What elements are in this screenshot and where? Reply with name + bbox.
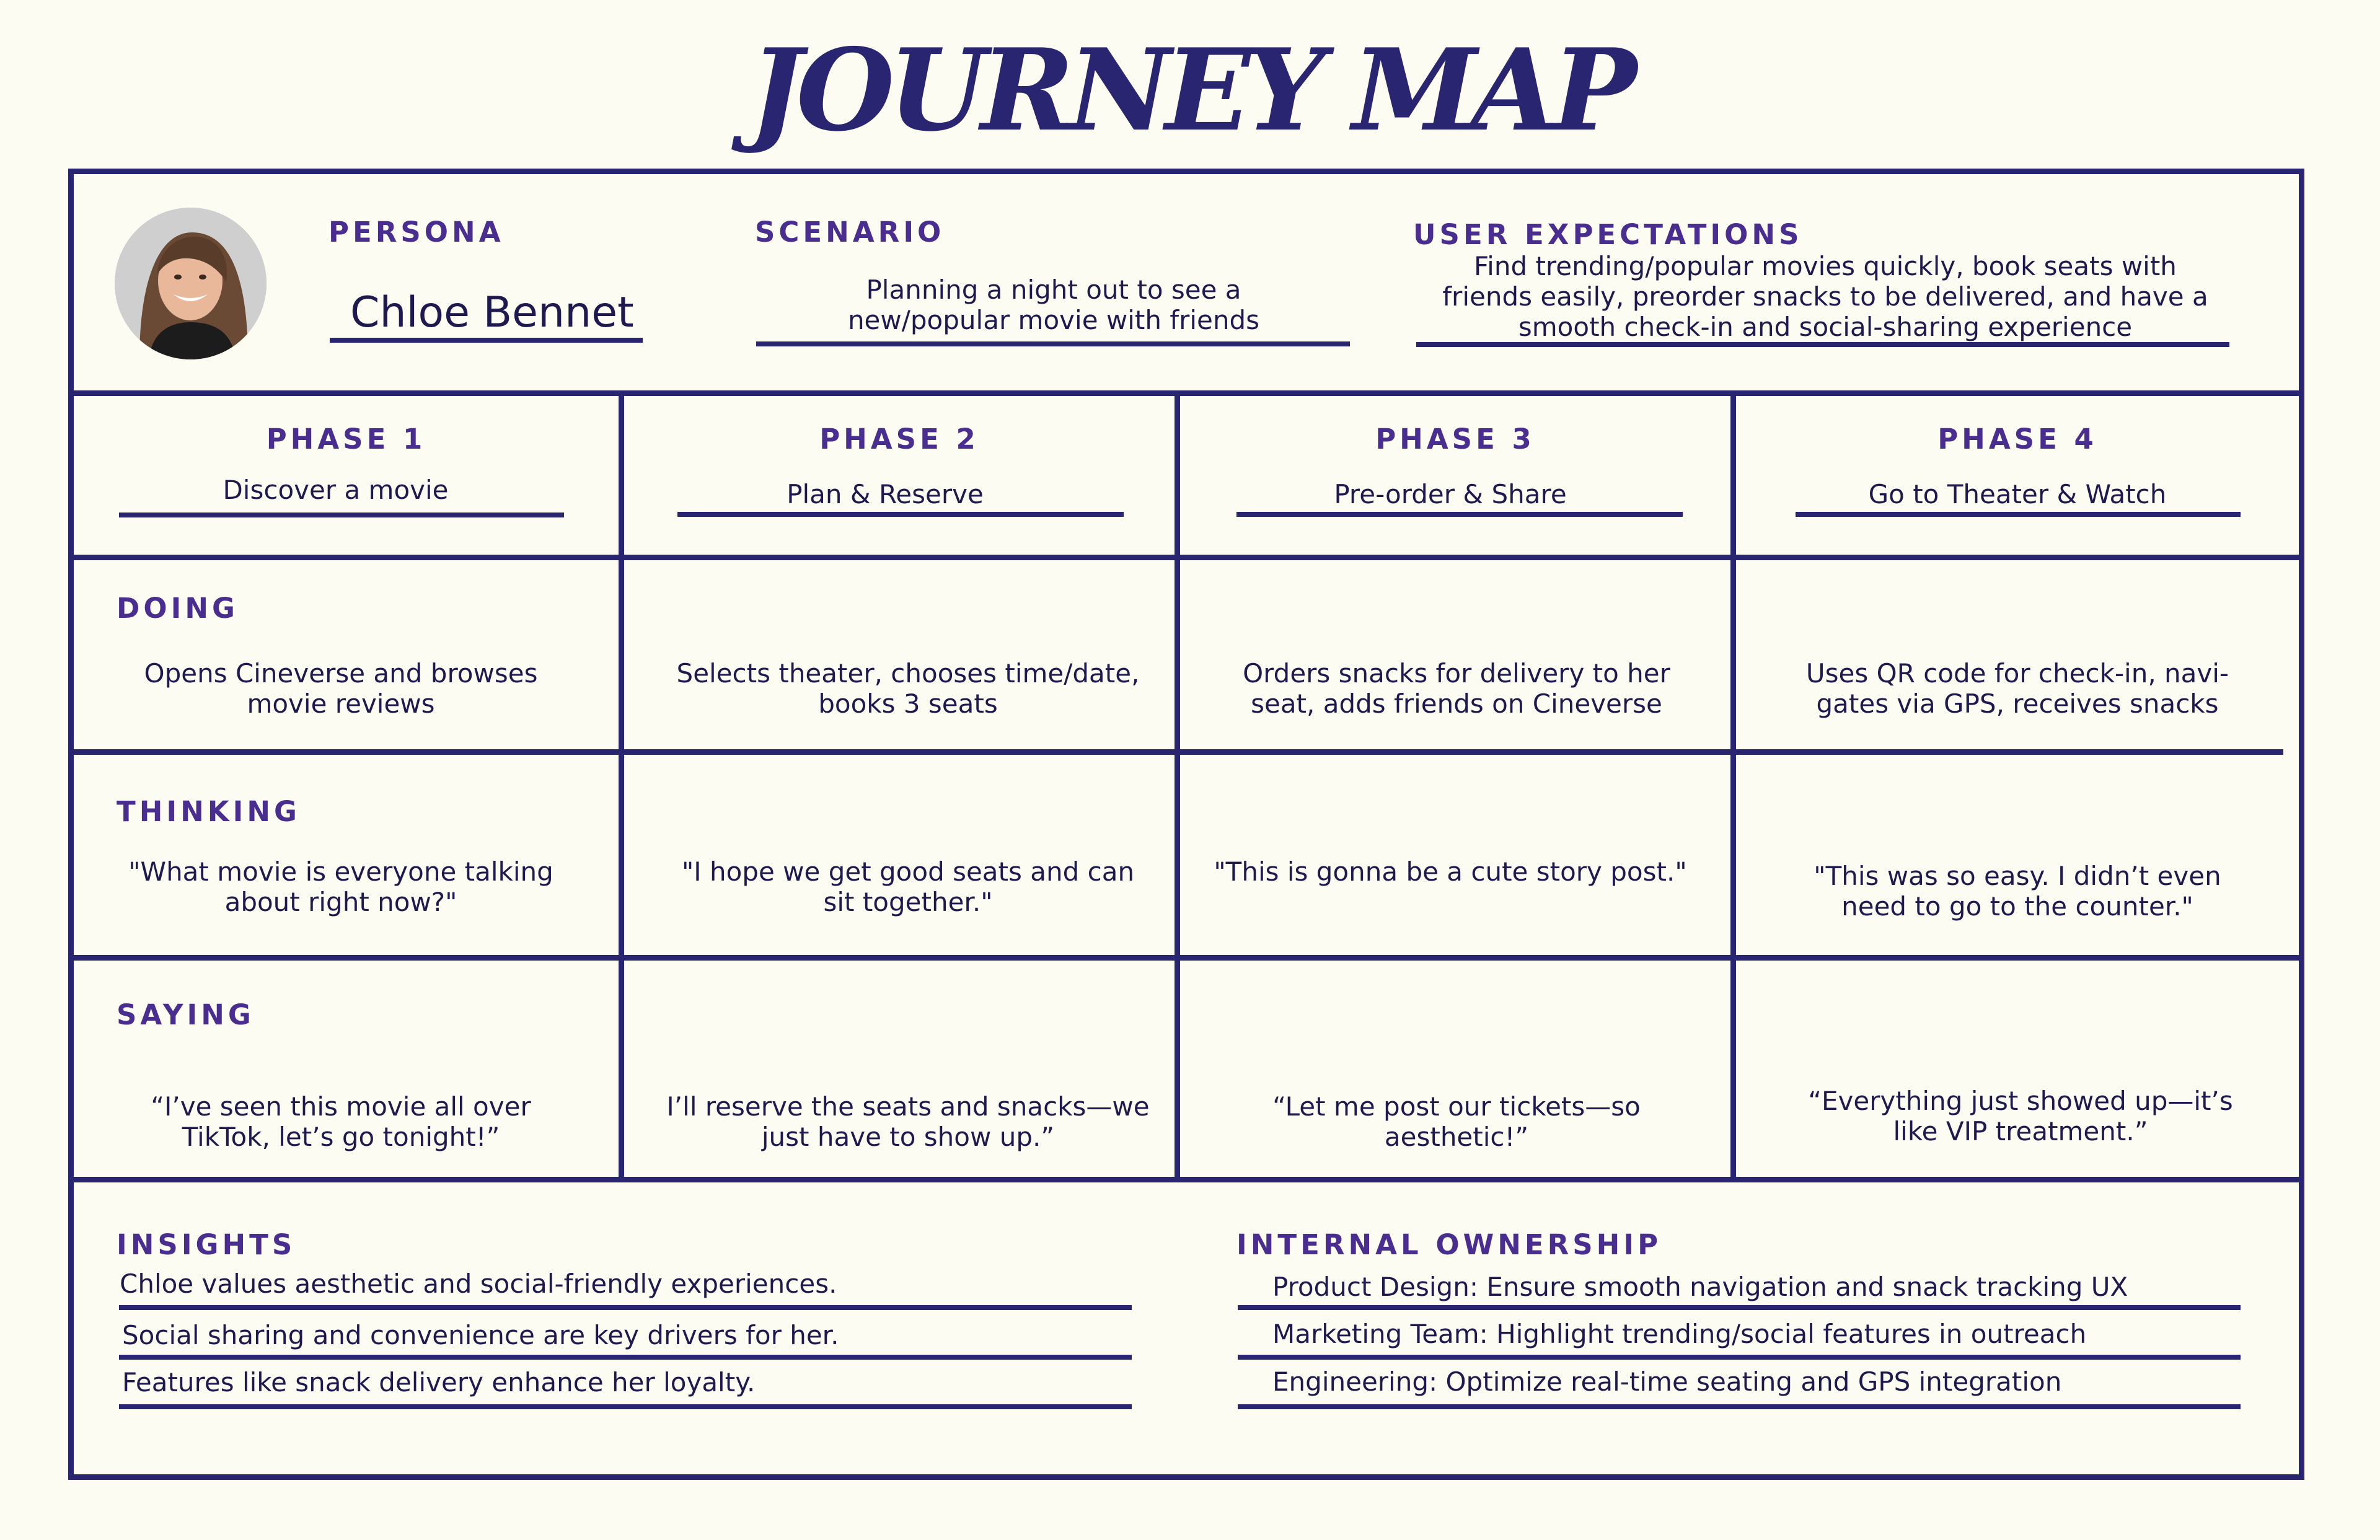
saying-label: SAYING (117, 998, 255, 1031)
ownership-label: INTERNAL OWNERSHIP (1236, 1228, 1662, 1261)
divider (74, 1177, 2299, 1182)
insight-item: Chloe values aesthetic and social-friendly experiences. (120, 1269, 837, 1299)
thinking-cell: "This is gonna be a cute story post." (1214, 856, 1687, 887)
ownership-underline (1238, 1404, 2241, 1409)
divider (74, 390, 2299, 396)
ownership-item: Marketing Team: Highlight trending/social features in outreach (1272, 1319, 2087, 1349)
divider (74, 555, 2299, 560)
divider (1175, 395, 1180, 1177)
divider (74, 955, 2299, 961)
expectations-text: Find trending/popular movies quickly, book seats with friends easily, preorder snacks to be delivered, and have a smooth check-in and social-sharing experience (1442, 251, 2208, 342)
insights-label: INSIGHTS (117, 1228, 296, 1261)
expectations-label: USER EXPECTATIONS (1413, 218, 1803, 251)
ownership-item: Engineering: Optimize real-time seating and GPS integration (1272, 1366, 2062, 1397)
phase-3-label: PHASE 3 (1375, 423, 1535, 455)
persona-photo-icon (115, 208, 267, 359)
phase-4-underline (1796, 512, 2241, 517)
doing-cell: Selects theater, chooses time/date, books 3 seats (676, 658, 1140, 719)
insight-underline (119, 1305, 1132, 1310)
doing-cell: Opens Cineverse and browses movie reviews (144, 658, 538, 719)
phase-1-underline (119, 513, 564, 517)
scenario-underline (756, 341, 1350, 346)
thinking-cell: "What movie is everyone talking about right now?" (128, 856, 553, 917)
saying-cell: I’ll reserve the seats and snacks—we just have to show up.” (666, 1091, 1150, 1152)
scenario-text: Planning a night out to see a new/popular movie with friends (847, 275, 1260, 335)
thinking-label: THINKING (117, 795, 301, 828)
persona-avatar (115, 208, 267, 359)
thinking-cell: "I hope we get good seats and can sit together." (681, 856, 1135, 917)
expectations-underline (1416, 342, 2229, 347)
scenario-label: SCENARIO (755, 216, 945, 249)
page-title: JOURNEY MAP (749, 24, 1631, 156)
thinking-cell: "This was so easy. I didn’t even need to go to the counter." (1814, 861, 2221, 922)
phase-4-name: Go to Theater & Watch (1868, 479, 2167, 509)
persona-name: Chloe Bennet (350, 288, 634, 337)
phase-3-name: Pre-order & Share (1334, 479, 1567, 509)
phase-2-underline (677, 512, 1124, 517)
persona-underline (330, 338, 643, 343)
phase-1-label: PHASE 1 (266, 423, 426, 455)
ownership-underline (1238, 1355, 2241, 1360)
doing-label: DOING (117, 592, 239, 625)
saying-cell: “Let me post our tickets—so aesthetic!” (1272, 1091, 1641, 1152)
phase-3-underline (1236, 512, 1683, 517)
persona-label: PERSONA (328, 216, 505, 249)
insight-item: Features like snack delivery enhance her loyalty. (122, 1367, 756, 1397)
doing-cell: Uses QR code for check-in, navi-gates via GPS, receives snacks (1805, 658, 2229, 719)
insight-item: Social sharing and convenience are key drivers for her. (122, 1320, 839, 1350)
phase-4-label: PHASE 4 (1937, 423, 2097, 455)
ownership-item: Product Design: Ensure smooth navigation and snack tracking UX (1272, 1272, 2128, 1302)
saying-cell: “Everything just showed up—it’s like VIP treatment.” (1808, 1086, 2233, 1146)
insight-underline (119, 1404, 1132, 1409)
phase-2-label: PHASE 2 (819, 423, 979, 455)
insight-underline (119, 1355, 1132, 1360)
phase-1-name: Discover a movie (223, 475, 449, 505)
doing-cell: Orders snacks for delivery to her seat, adds friends on Cineverse (1243, 658, 1670, 719)
ownership-underline (1238, 1305, 2241, 1310)
divider (1730, 395, 1736, 1177)
saying-cell: “I’ve seen this movie all over TikTok, let’s go tonight!” (151, 1091, 531, 1152)
divider (619, 395, 624, 1177)
phase-2-name: Plan & Reserve (787, 479, 984, 509)
